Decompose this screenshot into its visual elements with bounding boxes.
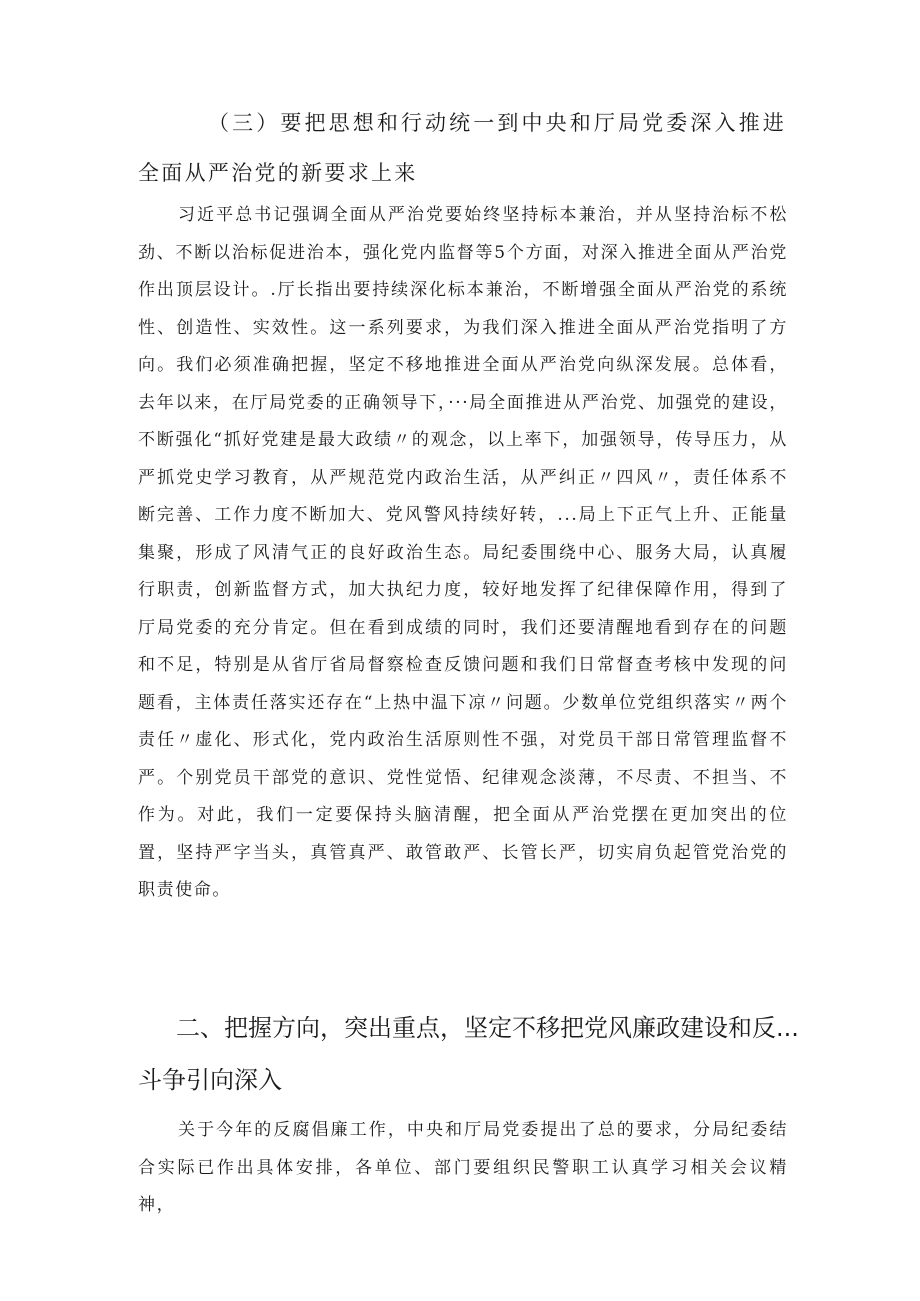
body-paragraph-2: 关于今年的反腐倡廉工作，中央和厅局党委提出了总的要求，分局纪委结合实际已作出具体安排，各单位、部门要组织民警职工认真学习相关会议精神， xyxy=(138,1120,788,1215)
section-heading-line-2: 斗争引向深入 xyxy=(138,1066,282,1094)
section-heading-two xyxy=(138,1002,798,1106)
subheading-three: （三）要把思想和行动统一到中央和厅局党委深入推进全面从严治党的新要求上来 xyxy=(138,111,786,185)
section-heading-line-1: 二、把握方向，突出重点，坚定不移把党风廉政建设和反... xyxy=(176,1014,799,1042)
body-paragraph-1: 习近平总书记强调全面从严治党要始终坚持标本兼治，并从坚持治标不松劲、不断以治标促进治本，强化党内监督等5个方面，对深入推进全面从严治党作出顶层设计。.厅长指出要持续深化标本兼治，不断增强全面从严治党的系统性、创造性、实效性。这一系列要求，为我们深入推进全面从严治党指明了方向。我们必须准确把握，坚定不移地推进全面从严治党向纵深发展。总体看，去年以来，在厅局党委的正确领导下，···局全面推进从严治党、加强党的建设，不断强化“抓好党建是最大政绩〃的观念，以上率下，加强领导，传导压力，从严抓党史学习教育，从严规范党内政治生活，从严纠正〃四风〃，责任体系不断完善、工作力度不断加大、党风警风持续好转，...局上下正气上升、正能量集聚，形成了风清气正的良好政治生态。局纪委围绕中心、服务大局，认真履行职责，创新监督方式，加大执纪力度，较好地发挥了纪律保障作用，得到了厅局党委的充分肯定。但在看到成绩的同时，我们还要清醒地看到存在的问题和不足，特别是从省厅省局督察检查反馈问题和我们日常督查考核中发现的问题看，主体责任落实还存在“上热中温下凉〃问题。少数单位党组织落实〃两个责任〃虚化、形式化，党内政治生活原则性不强，对党员干部日常管理监督不严。个别党员干部党的意识、党性觉悟、纪律观念淡薄，不尽责、不担当、不作为。对此，我们一定要保持头脑清醒，把全面从严治党摆在更加突出的位置，坚持严字当头，真管真严、敢管敢严、长管长严，切实肩负起管党治党的职责使命。 xyxy=(138,205,788,900)
